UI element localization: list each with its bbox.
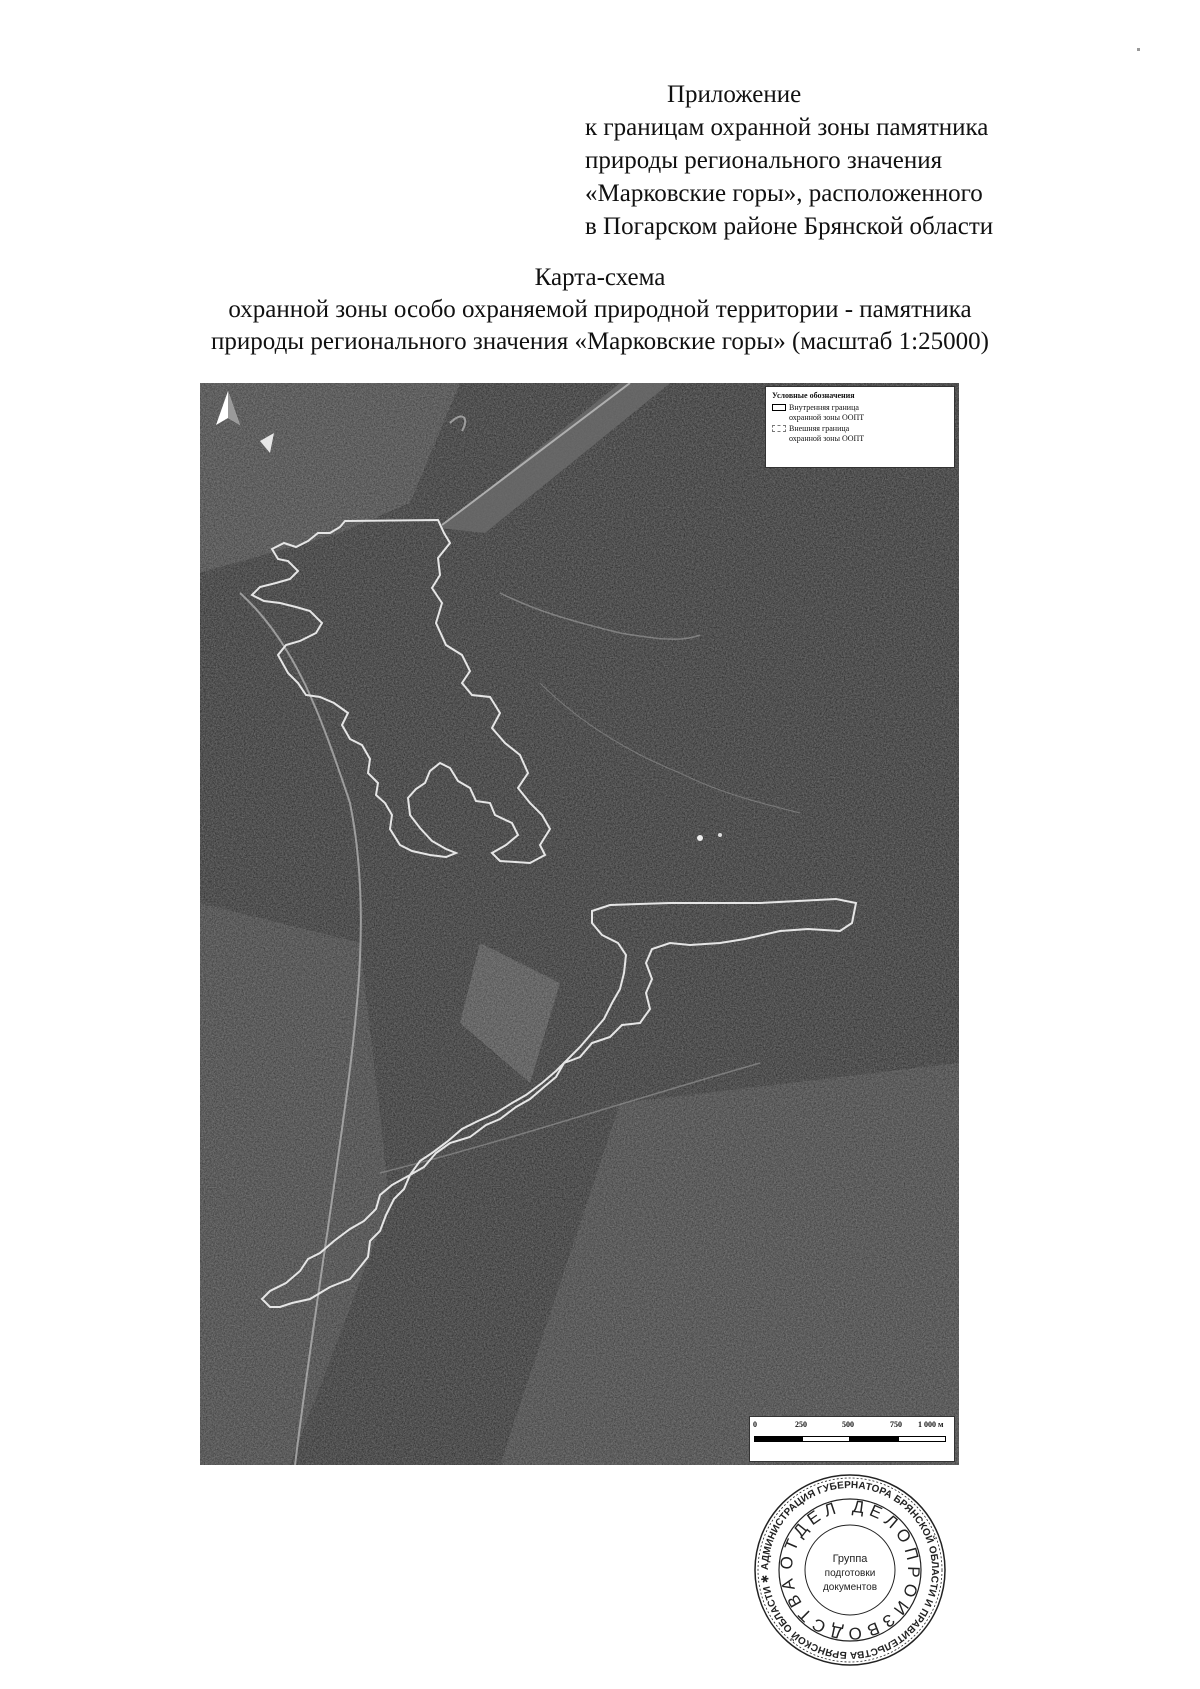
stamp-ring-text: ОТДЕЛ ДЕЛОПРОИЗВОДСТВА xyxy=(776,1496,924,1644)
appendix-title: Приложение xyxy=(667,81,802,108)
appendix-block xyxy=(585,78,1035,243)
legend-item-inner-label-2: охранной зоны ООПТ xyxy=(789,413,865,422)
appendix-line-3: «Марковские горы», расположенного xyxy=(585,180,983,207)
appendix-line-4: в Погарском районе Брянской области xyxy=(585,213,994,240)
scan-speck xyxy=(1137,48,1140,51)
point-mark-2 xyxy=(718,833,722,837)
stamp-center-line-1: Группа xyxy=(832,1553,868,1565)
scale-bar xyxy=(749,1416,955,1462)
legend-item-outer-label-2: охранной зоны ООПТ xyxy=(789,434,865,443)
map-title-line-1: Карта-схема xyxy=(534,264,666,291)
stamp-outer-text: АДМИНИСТРАЦИЯ ГУБЕРНАТОРА БРЯНСКОЙ ОБЛАСТИ И ПРАВИТЕЛЬСТВА БРЯНСКОЙ ОБЛАСТИ ✱ xyxy=(759,1479,941,1661)
stamp-center-line-2: подготовки xyxy=(824,1568,876,1579)
legend-item-outer-label-1: Внешняя граница xyxy=(789,424,850,433)
scale-segment-1 xyxy=(754,1436,802,1442)
inner-boundary-swatch xyxy=(772,404,786,411)
terrain-texture-fine xyxy=(200,383,959,1465)
scale-tick-750: 750 xyxy=(890,1420,902,1429)
legend-item-outer xyxy=(772,424,948,444)
scale-tick-1000: 1 000 м xyxy=(918,1420,944,1429)
map-title-line-2: охранной зоны особо охраняемой природной территории - памятника xyxy=(228,296,972,323)
official-stamp xyxy=(752,1472,948,1668)
map-canvas xyxy=(200,383,959,1465)
scale-segment-4 xyxy=(898,1436,946,1442)
point-mark-1 xyxy=(697,835,703,841)
map-legend xyxy=(765,386,955,468)
scale-tick-250: 250 xyxy=(795,1420,807,1429)
scale-tick-0: 0 xyxy=(753,1420,757,1429)
stamp-center-line-3: документов xyxy=(822,1582,878,1593)
satellite-map[interactable] xyxy=(200,383,959,1465)
legend-title: Условные обозначения xyxy=(772,391,855,400)
legend-item-inner-label-1: Внутренняя граница xyxy=(789,403,859,412)
map-title-block xyxy=(0,262,1200,358)
map-title-line-3: природы регионального значения «Марковские горы» (масштаб 1:25000) xyxy=(211,328,989,355)
appendix-line-2: природы регионального значения xyxy=(585,147,943,174)
outer-boundary-swatch xyxy=(772,425,786,432)
legend-item-inner xyxy=(772,403,948,423)
scale-tick-500: 500 xyxy=(842,1420,854,1429)
scale-segment-2 xyxy=(802,1436,850,1442)
scale-segment-3 xyxy=(850,1436,898,1442)
appendix-line-1: к границам охранной зоны памятника xyxy=(585,114,989,141)
